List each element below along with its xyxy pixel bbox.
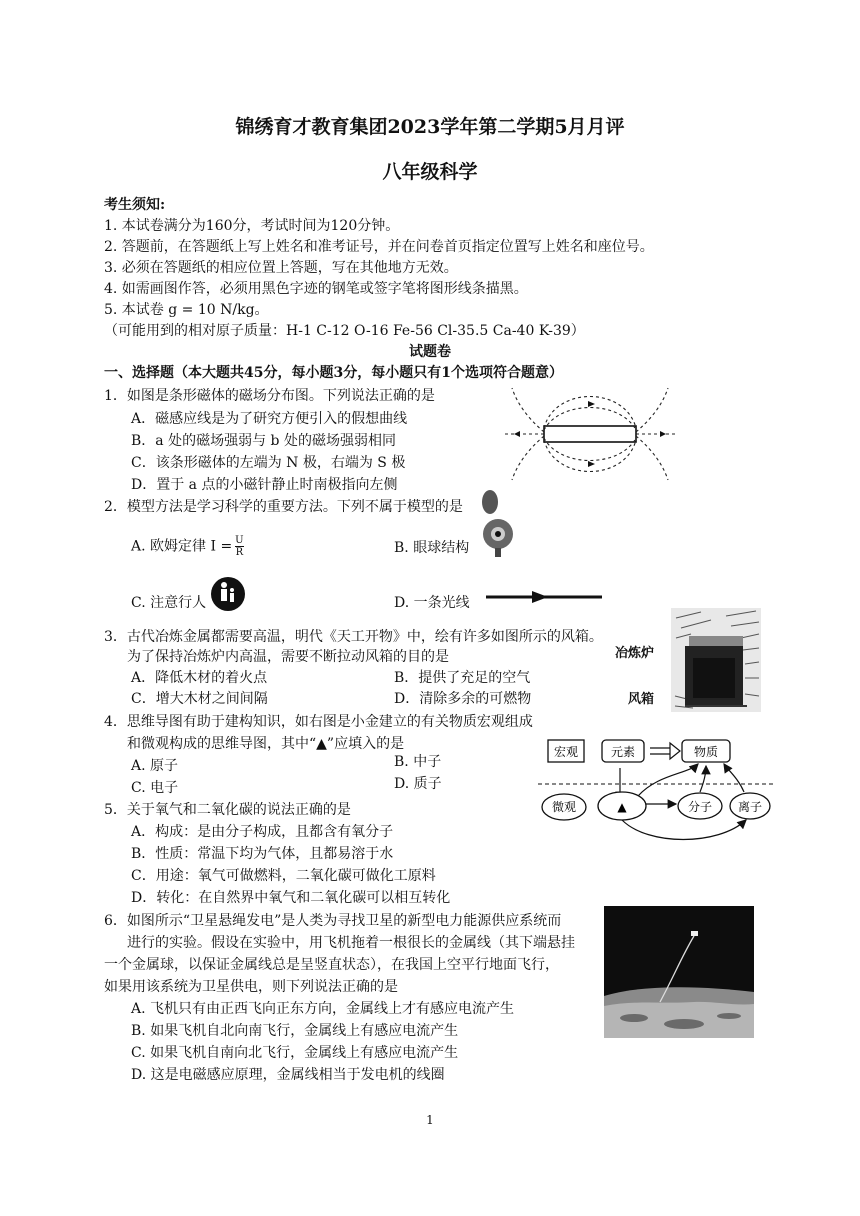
macro-label: 宏观	[553, 745, 579, 759]
q6-option-a: A. 飞机只有由正西飞向正东方向，金属线上才有感应电流产生	[131, 1001, 515, 1017]
section1-heading: 一、选择题（本大题共45分，每小题3分，每小题只有1个选项符合题意）	[104, 365, 563, 381]
light-ray-icon	[486, 589, 604, 605]
bar-magnet-figure	[500, 380, 680, 490]
q6-option-b: B. 如果飞机自北向南飞行，金属线上有感应电流产生	[131, 1023, 459, 1039]
triangle-label: ▲	[617, 800, 627, 814]
q6-option-d: D. 这是电磁感应原理，金属线相当于发电机的线圈	[131, 1067, 445, 1083]
arrow-to-substance	[638, 764, 698, 796]
q4-stem-cont: 和微观构成的思维导图，其中“▲”应填入的是	[127, 736, 405, 752]
ion-label: 离子	[737, 800, 763, 814]
double-arrow	[650, 743, 680, 759]
pedestrian-sign-icon	[210, 576, 246, 612]
q4-stem: 4．思维导图有助于建构知识，如右图是小金建立的有关物质宏观组成	[104, 714, 533, 730]
section-label: 试题卷	[409, 344, 451, 360]
q6-stem-cont: 进行的实验。假设在实验中，用飞机拖着一根很长的金属线（其下端悬挂	[127, 935, 575, 951]
q5-option-b: B．性质：常温下均为气体，且都易溶于水	[131, 846, 394, 862]
q3-stem-cont: 为了保持冶炼炉内高温，需要不断拉动风箱的目的是	[127, 649, 449, 665]
q6-stem-cont: 如果用该系统为卫星供电，则下列说法正确的是	[104, 979, 398, 995]
q5-option-d: D．转化：在自然界中氧气和二氧化碳可以相互转化	[131, 890, 451, 906]
q1-stem: 1．如图是条形磁体的磁场分布图。下列说法正确的是	[104, 388, 435, 404]
furnace-label: 冶炼炉	[615, 646, 655, 661]
arrow-to-ion	[622, 820, 746, 840]
q3-option-c: C．增大木材之间间隔	[131, 691, 268, 707]
notice-heading: 考生须知:	[104, 197, 166, 213]
exam-subtitle: 八年级科学	[382, 161, 478, 183]
q4-option-d: D. 质子	[394, 776, 442, 792]
q5-stem: 5．关于氧气和二氧化碳的说法正确的是	[104, 802, 351, 818]
q2-option-d: D. 一条光线	[394, 595, 470, 611]
bellows-label: 风箱	[628, 692, 655, 707]
q2-option-c: C. 注意行人	[131, 595, 207, 611]
micro-label: 微观	[551, 800, 577, 814]
q4-option-b: B. 中子	[394, 754, 442, 770]
q5-option-a: A．构成：是由分子构成，且都含有氧分子	[131, 824, 394, 840]
element-label: 元素	[610, 745, 636, 759]
bellows-woodcut-figure	[671, 608, 761, 712]
q1-option-d: D．置于 a 点的小磁针静止时南极指向左侧	[131, 477, 398, 493]
q6-option-c: C. 如果飞机自南向北飞行，金属线上有感应电流产生	[131, 1045, 459, 1061]
q5-option-c: C．用途：氧气可做燃料，二氧化碳可做化工原料	[131, 868, 436, 884]
q4-option-c: C. 电子	[131, 780, 179, 796]
ohm-numerator: U	[235, 535, 244, 546]
ohm-denominator: R	[235, 547, 244, 558]
q1-option-b: B．a 处的磁场强弱与 b 处的磁场强弱相同	[131, 433, 396, 449]
exam-title: 锦绣育才教育集团2023学年第二学期5月月评	[235, 116, 625, 138]
molecule-label: 分子	[687, 800, 713, 814]
q3-option-d: D．清除多余的可燃物	[394, 691, 532, 707]
substance-label: 物质	[693, 745, 719, 759]
eyeball-structure-icon	[476, 488, 526, 558]
q2-stem: 2．模型方法是学习科学的重要方法。下列不属于模型的是	[104, 499, 463, 515]
q3-stem: 3．古代冶炼金属都需要高温，明代《天工开物》中，绘有许多如图所示的风箱。	[104, 629, 603, 645]
q6-stem: 6．如图所示“卫星悬绳发电”是人类为寻找卫星的新型电力能源供应系统而	[104, 913, 562, 929]
notice-item: 1. 本试卷满分为160分，考试时间为120分钟。	[104, 218, 400, 234]
q2-option-a-label: A. 欧姆定律 I =	[131, 538, 233, 555]
page-number: 1	[426, 1113, 434, 1127]
notice-item: 4. 如需画图作答，必须用黑色字迹的钢笔或签字笔将图形线条描黑。	[104, 281, 528, 297]
arrow-molecule-substance	[700, 766, 706, 792]
arrow-ion-substance	[724, 764, 744, 792]
q3-option-a: A．降低木材的着火点	[131, 670, 268, 686]
notice-item: 2. 答题前，在答题纸上写上姓名和准考证号，并在问卷首页指定位置写上姓名和座位号。	[104, 239, 654, 255]
q4-option-a: A. 原子	[131, 758, 179, 774]
q2-option-b: B. 眼球结构	[394, 540, 470, 556]
ohm-fraction	[235, 535, 243, 558]
q3-option-b: B．提供了充足的空气	[394, 670, 531, 686]
q6-stem-cont: 一个金属球，以保证金属线总是呈竖直状态），在我国上空平行地面飞行，	[104, 957, 559, 973]
q1-option-c: C．该条形磁体的左端为 N 极，右端为 S 极	[131, 455, 406, 471]
atomic-masses: （可能用到的相对原子质量：H-1 C-12 O-16 Fe-56 Cl-35.5 Ca-40 K-39）	[104, 323, 585, 339]
notice-item: 5. 本试卷 g = 10 N/kg。	[104, 302, 269, 318]
bar-magnet	[544, 426, 636, 442]
q2-option-a	[131, 535, 244, 558]
q1-option-a: A．磁感应线是为了研究方便引入的假想曲线	[131, 411, 408, 427]
notice-item: 3. 必须在答题纸的相应位置上答题，写在其他地方无效。	[104, 260, 458, 276]
concept-map-figure	[538, 734, 776, 852]
satellite-tether-photo	[604, 906, 754, 1038]
